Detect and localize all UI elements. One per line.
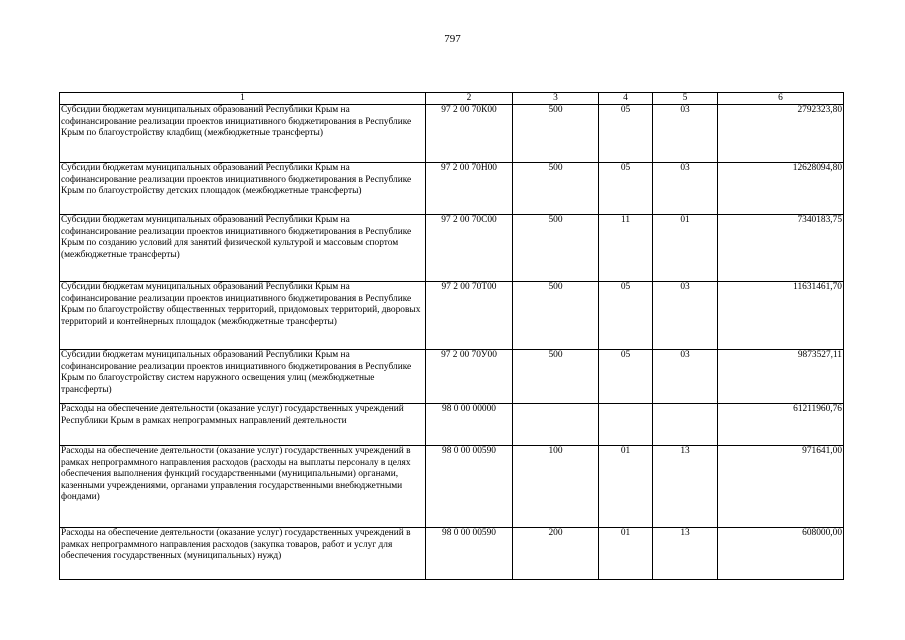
- row-subsection: 03: [653, 350, 718, 404]
- row-amount: 608000,00: [718, 528, 844, 580]
- column-header: 4: [599, 93, 653, 105]
- row-section: 05: [599, 163, 653, 215]
- row-code: 97 2 00 70Т00: [426, 282, 513, 350]
- row-amount: 12628094,80: [718, 163, 844, 215]
- row-code: 98 0 00 00590: [426, 446, 513, 528]
- row-section: 01: [599, 528, 653, 580]
- row-type: [513, 404, 599, 446]
- row-code: 98 0 00 00590: [426, 528, 513, 580]
- table-row: [60, 215, 844, 282]
- row-type: 500: [513, 163, 599, 215]
- row-section: [599, 404, 653, 446]
- row-code: 97 2 00 70К00: [426, 105, 513, 163]
- row-description: Субсидии бюджетам муниципальных образований Республики Крым на софинансирование реализации проектов инициативного бюджетирования в Республике Крым по благоустройству общественных территорий, придомовых территорий, дворовых территорий и контейнерных площадок (межбюджетные трансферты): [60, 282, 426, 350]
- page-number: 797: [444, 33, 461, 45]
- row-section: 05: [599, 282, 653, 350]
- table-row: [60, 446, 844, 528]
- row-code: 97 2 00 70Н00: [426, 163, 513, 215]
- row-section: 05: [599, 105, 653, 163]
- row-subsection: 13: [653, 446, 718, 528]
- row-type: 500: [513, 350, 599, 404]
- table-row: [60, 350, 844, 404]
- row-type: 200: [513, 528, 599, 580]
- row-description: Субсидии бюджетам муниципальных образований Республики Крым на софинансирование реализации проектов инициативного бюджетирования в Республике Крым по благоустройству детских площадок (межбюджетные трансферты): [60, 163, 426, 215]
- row-description: Субсидии бюджетам муниципальных образований Республики Крым на софинансирование реализации проектов инициативного бюджетирования в Республике Крым по благоустройству систем наружного освещения улиц (межбюджетные трансферты): [60, 350, 426, 404]
- row-amount: 7340183,75: [718, 215, 844, 282]
- row-subsection: 03: [653, 282, 718, 350]
- row-amount: 9873527,11: [718, 350, 844, 404]
- row-description: Расходы на обеспечение деятельности (оказание услуг) государственных учреждений в рамках непрограммного направления расходов (расходы на выплаты персоналу в целях обеспечения выполнения функций государственными (муниципальными) органами, казенными учреждениями, органами управления государственными внебюджетными фондами): [60, 446, 426, 528]
- row-description: Расходы на обеспечение деятельности (оказание услуг) государственных учреждений в рамках непрограммного направления расходов (закупка товаров, работ и услуг для обеспечения государственных (муниципальных) нужд): [60, 528, 426, 580]
- row-subsection: 03: [653, 105, 718, 163]
- row-section: 01: [599, 446, 653, 528]
- table-row: [60, 528, 844, 580]
- row-code: 97 2 00 70С00: [426, 215, 513, 282]
- row-section: 05: [599, 350, 653, 404]
- budget-table: [59, 92, 844, 580]
- column-header: 5: [653, 93, 718, 105]
- row-code: 97 2 00 70У00: [426, 350, 513, 404]
- column-header: 3: [513, 93, 599, 105]
- row-subsection: 01: [653, 215, 718, 282]
- row-type: 500: [513, 105, 599, 163]
- column-header: 6: [718, 93, 844, 105]
- table-row: [60, 282, 844, 350]
- row-description: Субсидии бюджетам муниципальных образований Республики Крым на софинансирование реализации проектов инициативного бюджетирования в Республике Крым по благоустройству кладбищ (межбюджетные трансферты): [60, 105, 426, 163]
- row-amount: 2792323,80: [718, 105, 844, 163]
- table-row: [60, 404, 844, 446]
- table-row: [60, 163, 844, 215]
- row-subsection: 13: [653, 528, 718, 580]
- row-description: Субсидии бюджетам муниципальных образований Республики Крым на софинансирование реализации проектов инициативного бюджетирования в Республике Крым по созданию условий для занятий физической культурой и массовым спортом (межбюджетные трансферты): [60, 215, 426, 282]
- row-type: 100: [513, 446, 599, 528]
- row-type: 500: [513, 215, 599, 282]
- row-section: 11: [599, 215, 653, 282]
- column-header: 2: [426, 93, 513, 105]
- header-row: [60, 93, 844, 105]
- row-description: Расходы на обеспечение деятельности (оказание услуг) государственных учреждений Республики Крым в рамках непрограммных направлений деятельности: [60, 404, 426, 446]
- row-amount: 11631461,70: [718, 282, 844, 350]
- row-subsection: 03: [653, 163, 718, 215]
- row-type: 500: [513, 282, 599, 350]
- row-amount: 971641,00: [718, 446, 844, 528]
- row-amount: 61211960,76: [718, 404, 844, 446]
- column-header: 1: [60, 93, 426, 105]
- table-row: [60, 105, 844, 163]
- row-code: 98 0 00 00000: [426, 404, 513, 446]
- row-subsection: [653, 404, 718, 446]
